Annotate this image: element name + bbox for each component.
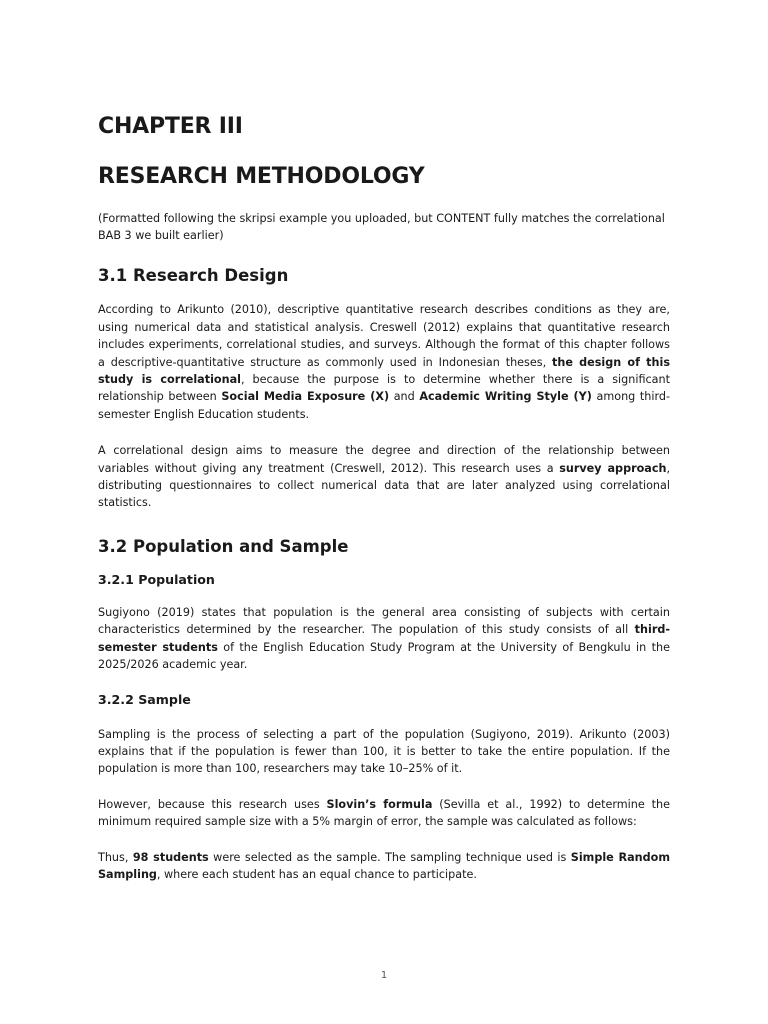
paragraph-sample-3: Thus, 98 students were selected as the sample. The sampling technique used is Simple Random Sampling, where each student has an equal chance to participate.	[98, 850, 670, 881]
section-heading-population-sample: 3.2 Population and Sample	[98, 536, 349, 556]
page-number: 1	[380, 970, 388, 981]
paragraph-sample-2: However, because this research uses Slovin’s formula (Sevilla et al., 1992) to determine the minimum required sample size with a 5% margin of error, the sample was calculated as follows:	[98, 797, 670, 829]
chapter-title: RESEARCH METHODOLOGY	[98, 164, 425, 190]
paragraph-research-design-1: According to Arikunto (2010), descriptive quantitative research describes conditions as they are, using numerical data and statistical analysis. Creswell (2012) explains that quantitative research includes experiments, correlational studies, and surveys. Although the format of this chapter follows a descriptive-quantitative structure as commonly used in Indonesian theses, the design of this study is correlational, because the purpose is to determine whether there is a significant relationship between Social Media Exposure (X) and Academic Writing Style (Y) among third-semester English Education students.	[98, 303, 671, 421]
chapter-number: CHAPTER III	[98, 114, 243, 139]
paragraph-population: Sugiyono (2019) states that population is the general area consisting of subjects with certain characteristics determined by the researcher. The population of this study consists of all third-semester students of the English Education Study Program at the University of Bengkulu in the 2025/2026 academic year.	[98, 605, 670, 671]
section-heading-research-design: 3.1 Research Design	[98, 265, 289, 285]
paragraph-sample-1: Sampling is the process of selecting a part of the population (Sugiyono, 2019). Arikunto (2003) explains that if the population is fewer than 100, it is better to take the entire population. If the population is more than 100, researchers may take 10–25% of it.	[98, 727, 670, 776]
format-note: (Formatted following the skripsi example you uploaded, but CONTENT fully matches the correlational BAB 3 we built earlier)	[98, 211, 665, 243]
subsection-heading-population: 3.2.1 Population	[98, 571, 215, 587]
subsection-heading-sample: 3.2.2 Sample	[98, 692, 191, 708]
paragraph-research-design-2: A correlational design aims to measure the degree and direction of the relationship between variables without giving any treatment (Creswell, 2012). This research uses a survey approach, distributing questionnaires to collect numerical data that are later analyzed using correlational statistics.	[98, 444, 670, 510]
